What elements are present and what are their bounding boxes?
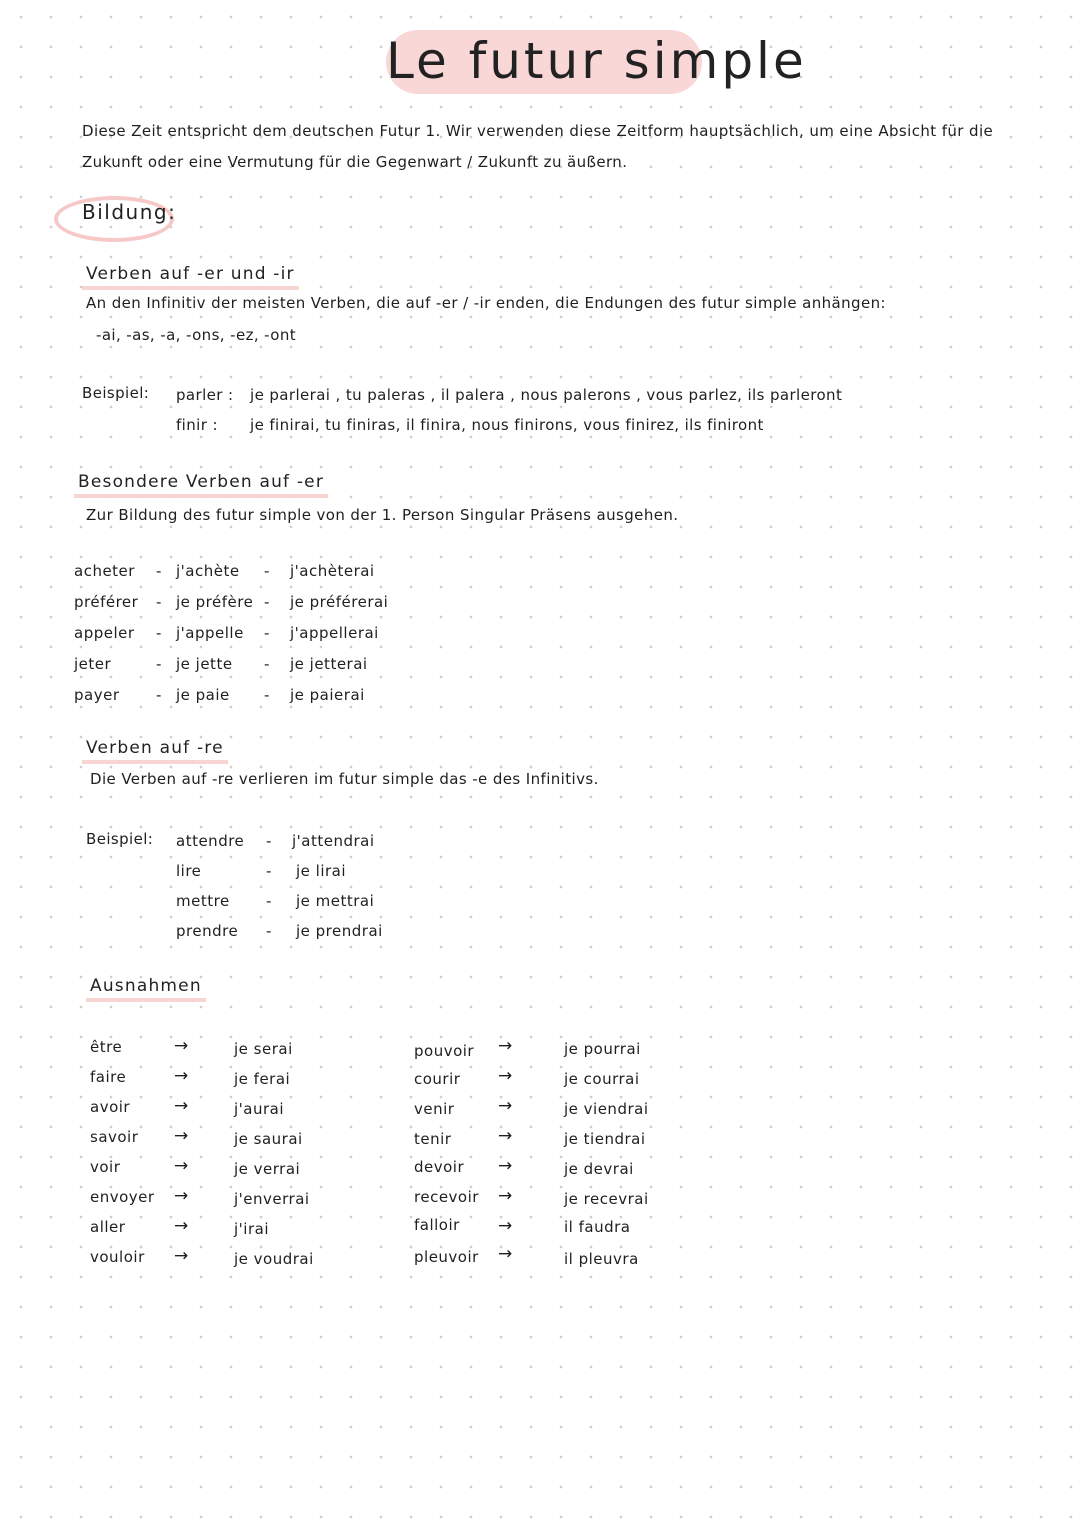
special-row-future: je préférerai <box>290 593 389 611</box>
exception-inf: aller <box>90 1218 126 1236</box>
special-row-dash: - <box>156 593 162 611</box>
re-example-label: Beispiel: <box>86 830 154 848</box>
exception-future: je recevrai <box>564 1190 649 1208</box>
special-row-dash: - <box>156 562 162 580</box>
arrow-icon: → <box>498 1156 513 1176</box>
exception-future: je tiendrai <box>564 1130 646 1148</box>
example-forms-parler: je parlerai , tu paleras , il palera , nous palerons , vous parlez, ils parleront <box>250 386 843 404</box>
arrow-icon: → <box>174 1156 189 1176</box>
arrow-icon: → <box>498 1036 513 1056</box>
special-row-inf: payer <box>74 686 120 704</box>
special-row-future: j'appellerai <box>290 624 379 642</box>
exception-inf: courir <box>414 1070 461 1088</box>
arrow-icon: → <box>498 1186 513 1206</box>
arrow-icon: → <box>498 1244 513 1264</box>
exception-future: je devrai <box>564 1160 634 1178</box>
re-row-inf: mettre <box>176 892 230 910</box>
exception-inf: avoir <box>90 1098 131 1116</box>
title-block <box>386 24 807 98</box>
exception-future: je voudrai <box>234 1250 314 1268</box>
exceptions-heading: Ausnahmen <box>86 976 206 1002</box>
arrow-icon: → <box>174 1216 189 1236</box>
re-row-dash: - <box>266 862 272 880</box>
special-verb-table <box>74 562 474 712</box>
arrow-icon: → <box>174 1096 189 1116</box>
special-row-present: je paie <box>176 686 230 704</box>
special-row-inf: appeler <box>74 624 135 642</box>
exception-inf: devoir <box>414 1158 465 1176</box>
special-row-present: je jette <box>176 655 233 673</box>
arrow-icon: → <box>174 1036 189 1056</box>
special-heading: Besondere Verben auf -er <box>74 472 328 498</box>
special-row-present: j'appelle <box>176 624 244 642</box>
exception-future: je pourrai <box>564 1040 641 1058</box>
intro-text: Diese Zeit entspricht dem deutschen Futur 1. Wir verwenden diese Zeitform hauptsächlich, um eine Absicht für die Zukunft oder eine Vermutung für die Gegenwart / Zukunft zu äußern. <box>82 122 994 171</box>
exception-inf: être <box>90 1038 123 1056</box>
arrow-icon: → <box>498 1096 513 1116</box>
special-row-future: j'achèterai <box>290 562 375 580</box>
special-row-dash: - <box>264 624 270 642</box>
exception-future: il pleuvra <box>564 1250 639 1268</box>
special-row-dash: - <box>156 686 162 704</box>
arrow-icon: → <box>498 1216 513 1236</box>
exception-inf: pleuvoir <box>414 1248 479 1266</box>
special-row-dash: - <box>264 562 270 580</box>
exception-inf: falloir <box>414 1216 460 1234</box>
example-verb-parler: parler : <box>176 386 234 404</box>
exception-inf: tenir <box>414 1130 452 1148</box>
re-row-inf: attendre <box>176 832 245 850</box>
re-verb-table <box>176 832 436 952</box>
re-row-inf: prendre <box>176 922 239 940</box>
exception-future: je courrai <box>564 1070 640 1088</box>
special-row-inf: jeter <box>74 655 112 673</box>
re-row-future: je prendrai <box>296 922 383 940</box>
exception-future: il faudra <box>564 1218 631 1236</box>
re-heading: Verben auf -re <box>82 738 228 764</box>
special-row-present: je préfère <box>176 593 254 611</box>
er-ir-endings: -ai, -as, -a, -ons, -ez, -ont <box>96 326 297 344</box>
exception-inf: pouvoir <box>414 1042 475 1060</box>
er-ir-text: An den Infinitiv der meisten Verben, die auf -er / -ir enden, die Endungen des futur simple anhängen: <box>86 294 886 312</box>
arrow-icon: → <box>174 1186 189 1206</box>
special-text: Zur Bildung des futur simple von der 1. Person Singular Präsens ausgehen. <box>86 506 679 524</box>
bildung-block <box>54 194 177 240</box>
arrow-icon: → <box>498 1066 513 1086</box>
special-row-present: j'achète <box>176 562 240 580</box>
special-row-future: je paierai <box>290 686 365 704</box>
er-ir-heading: Verben auf -er und -ir <box>82 264 299 290</box>
page-title: Le futur simple <box>386 32 807 90</box>
re-text: Die Verben auf -re verlieren im futur simple das -e des Infinitivs. <box>90 770 599 788</box>
arrow-icon: → <box>174 1126 189 1146</box>
re-row-dash: - <box>266 892 272 910</box>
arrow-icon: → <box>174 1066 189 1086</box>
exception-inf: envoyer <box>90 1188 155 1206</box>
exception-future: j'irai <box>234 1220 269 1238</box>
exception-future: j'enverrai <box>234 1190 310 1208</box>
bildung-heading: Bildung: <box>82 200 177 224</box>
example-forms-finir: je finirai, tu finiras, il finira, nous finirons, vous finirez, ils finiront <box>250 416 764 434</box>
special-row-inf: acheter <box>74 562 135 580</box>
special-row-dash: - <box>264 593 270 611</box>
exceptions-table <box>90 1038 670 1278</box>
exception-inf: venir <box>414 1100 455 1118</box>
special-row-dash: - <box>264 686 270 704</box>
arrow-icon: → <box>174 1246 189 1266</box>
exception-inf: faire <box>90 1068 127 1086</box>
er-ir-example-label: Beispiel: <box>82 384 150 402</box>
exception-future: je viendrai <box>564 1100 649 1118</box>
special-row-dash: - <box>264 655 270 673</box>
exception-inf: savoir <box>90 1128 139 1146</box>
exception-future: je verrai <box>234 1160 301 1178</box>
exception-inf: voir <box>90 1158 121 1176</box>
exception-inf: recevoir <box>414 1188 479 1206</box>
re-row-dash: - <box>266 922 272 940</box>
arrow-icon: → <box>498 1126 513 1146</box>
re-row-future: je mettrai <box>296 892 375 910</box>
special-row-dash: - <box>156 624 162 642</box>
re-row-dash: - <box>266 832 272 850</box>
re-row-future: je lirai <box>296 862 347 880</box>
special-row-dash: - <box>156 655 162 673</box>
re-row-future: j'attendrai <box>292 832 375 850</box>
re-row-inf: lire <box>176 862 202 880</box>
exception-future: je saurai <box>234 1130 303 1148</box>
example-verb-finir: finir : <box>176 416 218 434</box>
exception-future: je ferai <box>234 1070 291 1088</box>
exception-future: j'aurai <box>234 1100 285 1118</box>
special-row-future: je jetterai <box>290 655 368 673</box>
exception-future: je serai <box>234 1040 293 1058</box>
exception-inf: vouloir <box>90 1248 145 1266</box>
special-row-inf: préférer <box>74 593 139 611</box>
